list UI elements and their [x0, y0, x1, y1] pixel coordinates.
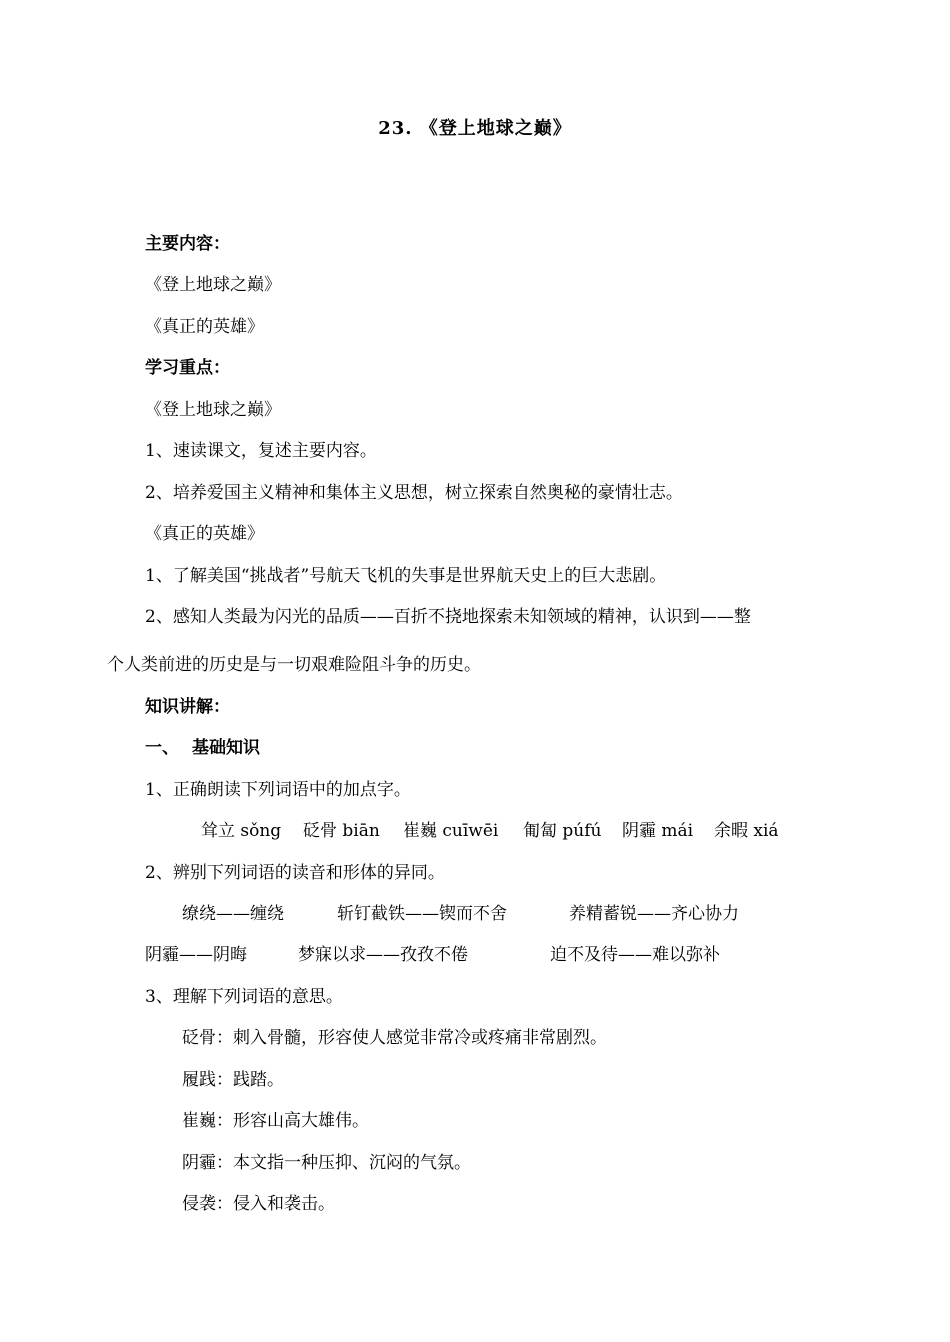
study-point-continuation: 个人类前进的历史是与一切艰难险阻斗争的历史。 [107, 655, 481, 675]
word-pair: 缭绕——缠绕 [182, 904, 284, 924]
main-content-heading: 主要内容： [145, 234, 230, 254]
definition: 砭骨：刺入骨髓，形容使人感觉非常冷或疼痛非常剧烈。 [182, 1028, 607, 1048]
pinyin-word: 匍匐 púfú [523, 821, 602, 841]
word-pair: 阴霾——阴晦 [145, 945, 247, 965]
study-point: 2、感知人类最为闪光的品质——百折不挠地探索未知领域的精神，认识到——整 [145, 607, 751, 627]
word-pair: 养精蓄锐——齐心协力 [569, 904, 739, 924]
pinyin-word: 耸立 sǒng [201, 821, 282, 841]
page-title: 23. 《登上地球之巅》 [378, 118, 572, 139]
study-section-title: 《登上地球之巅》 [145, 400, 281, 420]
definition: 履践：践踏。 [182, 1070, 284, 1090]
study-point: 1、速读课文，复述主要内容。 [145, 441, 377, 461]
section-title: 基础知识 [192, 738, 260, 758]
study-points-heading: 学习重点： [145, 358, 230, 378]
main-content-item: 《真正的英雄》 [145, 317, 264, 337]
question-prompt: 2、辨别下列词语的读音和形体的异同。 [145, 863, 445, 883]
word-pair: 斩钉截铁——锲而不舍 [337, 904, 507, 924]
question-prompt: 3、理解下列词语的意思。 [145, 987, 343, 1007]
definition: 阴霾：本文指一种压抑、沉闷的气氛。 [182, 1153, 471, 1173]
pinyin-word: 砭骨 biān [303, 821, 380, 841]
word-pair: 梦寐以求——孜孜不倦 [298, 945, 468, 965]
study-point: 1、了解美国“挑战者”号航天飞机的失事是世界航天史上的巨大悲剧。 [145, 566, 667, 586]
section-number: 一、 [145, 738, 179, 758]
pinyin-word: 崔巍 cuīwēi [403, 821, 499, 841]
pinyin-word: 余暇 xiá [714, 821, 779, 841]
study-point: 2、培养爱国主义精神和集体主义思想，树立探索自然奥秘的豪情壮志。 [145, 483, 683, 503]
study-section-title: 《真正的英雄》 [145, 524, 264, 544]
definition: 崔巍：形容山高大雄伟。 [182, 1111, 369, 1131]
pinyin-word: 阴霾 mái [622, 821, 694, 841]
definition: 侵袭：侵入和袭击。 [182, 1194, 335, 1214]
word-pair: 迫不及待——难以弥补 [550, 945, 720, 965]
question-prompt: 1、正确朗读下列词语中的加点字。 [145, 780, 411, 800]
main-content-item: 《登上地球之巅》 [145, 275, 281, 295]
knowledge-heading: 知识讲解： [145, 697, 230, 717]
